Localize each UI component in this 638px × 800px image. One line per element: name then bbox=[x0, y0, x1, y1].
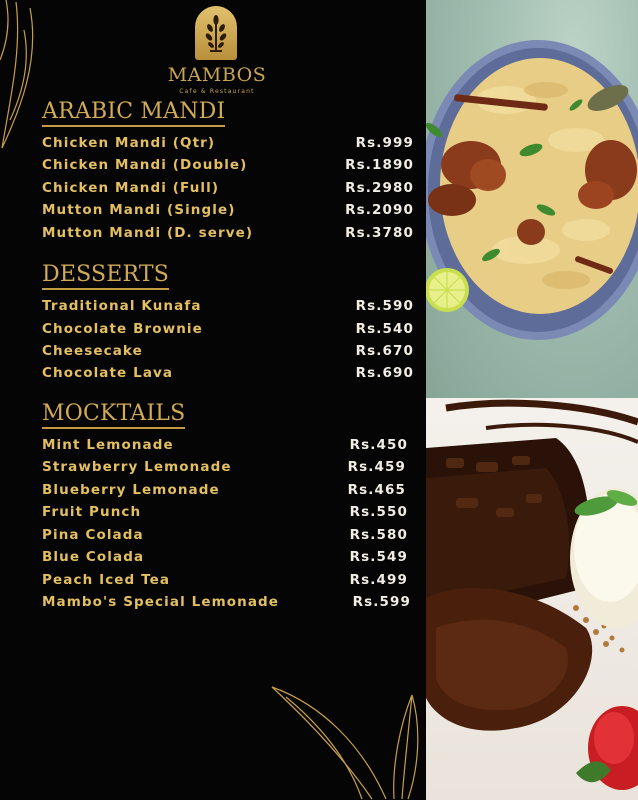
item-name: Fruit Punch bbox=[42, 504, 142, 520]
item-name: Blueberry Lemonade bbox=[42, 482, 220, 498]
item-name: Traditional Kunafa bbox=[42, 298, 202, 314]
item-name: Pina Colada bbox=[42, 527, 144, 543]
item-price: Rs.465 bbox=[347, 482, 406, 498]
lava-cake-illustration bbox=[426, 398, 638, 800]
item-name: Chicken Mandi (Double) bbox=[42, 157, 248, 173]
item-price: Rs.550 bbox=[349, 504, 408, 520]
item-name: Peach Iced Tea bbox=[42, 572, 171, 588]
item-price: Rs.999 bbox=[355, 135, 414, 151]
menu-item bbox=[42, 549, 414, 571]
menu-item bbox=[42, 504, 414, 526]
tree-logo-icon bbox=[195, 6, 237, 60]
item-price: Rs.580 bbox=[349, 527, 408, 543]
menu-item bbox=[42, 437, 414, 459]
menu-item bbox=[42, 157, 414, 179]
item-name: Chicken Mandi (Qtr) bbox=[42, 135, 216, 151]
item-name: Strawberry Lemonade bbox=[42, 459, 232, 475]
section-title-arabic-mandi: ARABIC MANDI bbox=[42, 100, 225, 127]
item-price: Rs.670 bbox=[355, 343, 414, 359]
item-price: Rs.3780 bbox=[345, 225, 414, 241]
gold-leaf-ornament-icon bbox=[262, 685, 426, 800]
menu-item bbox=[42, 527, 414, 549]
gold-leaf-ornament-icon bbox=[0, 0, 60, 150]
menu-item bbox=[42, 594, 414, 616]
menu-item bbox=[42, 225, 414, 247]
menu-item bbox=[42, 321, 414, 343]
item-name: Mutton Mandi (Single) bbox=[42, 202, 236, 218]
menu-item bbox=[42, 459, 414, 481]
item-price: Rs.1890 bbox=[345, 157, 414, 173]
menu-item bbox=[42, 180, 414, 202]
menu-item bbox=[42, 202, 414, 224]
item-name: Chocolate Lava bbox=[42, 365, 174, 381]
item-price: Rs.2980 bbox=[345, 180, 414, 196]
menu-item bbox=[42, 482, 414, 504]
item-price: Rs.599 bbox=[352, 594, 411, 610]
menu-item bbox=[42, 135, 414, 157]
item-price: Rs.459 bbox=[347, 459, 406, 475]
brand-logo bbox=[150, 6, 284, 101]
item-name: Blue Colada bbox=[42, 549, 145, 565]
section-title-mocktails: MOCKTAILS bbox=[42, 402, 185, 429]
mandi-rice-photo bbox=[426, 0, 638, 398]
item-price: Rs.499 bbox=[349, 572, 408, 588]
brand-name: MAMBOS bbox=[167, 64, 267, 86]
item-name: Cheesecake bbox=[42, 343, 143, 359]
mandi-platter-illustration bbox=[426, 0, 638, 398]
item-name: Chicken Mandi (Full) bbox=[42, 180, 220, 196]
item-name: Mutton Mandi (D. serve) bbox=[42, 225, 254, 241]
item-price: Rs.450 bbox=[349, 437, 408, 453]
section-title-desserts: DESSERTS bbox=[42, 263, 169, 290]
item-name: Mint Lemonade bbox=[42, 437, 174, 453]
item-price: Rs.690 bbox=[355, 365, 414, 381]
chocolate-lava-cake-photo bbox=[426, 398, 638, 800]
item-name: Mambo's Special Lemonade bbox=[42, 594, 280, 610]
item-name: Chocolate Brownie bbox=[42, 321, 203, 337]
item-price: Rs.549 bbox=[349, 549, 408, 565]
logo-badge bbox=[195, 6, 237, 60]
menu-item bbox=[42, 572, 414, 594]
brand-tagline: Cafe & Restaurant bbox=[179, 88, 255, 95]
item-price: Rs.540 bbox=[355, 321, 414, 337]
menu-item bbox=[42, 298, 414, 320]
item-price: Rs.2090 bbox=[345, 202, 414, 218]
menu-item bbox=[42, 343, 414, 365]
menu-item bbox=[42, 365, 414, 387]
item-price: Rs.590 bbox=[355, 298, 414, 314]
